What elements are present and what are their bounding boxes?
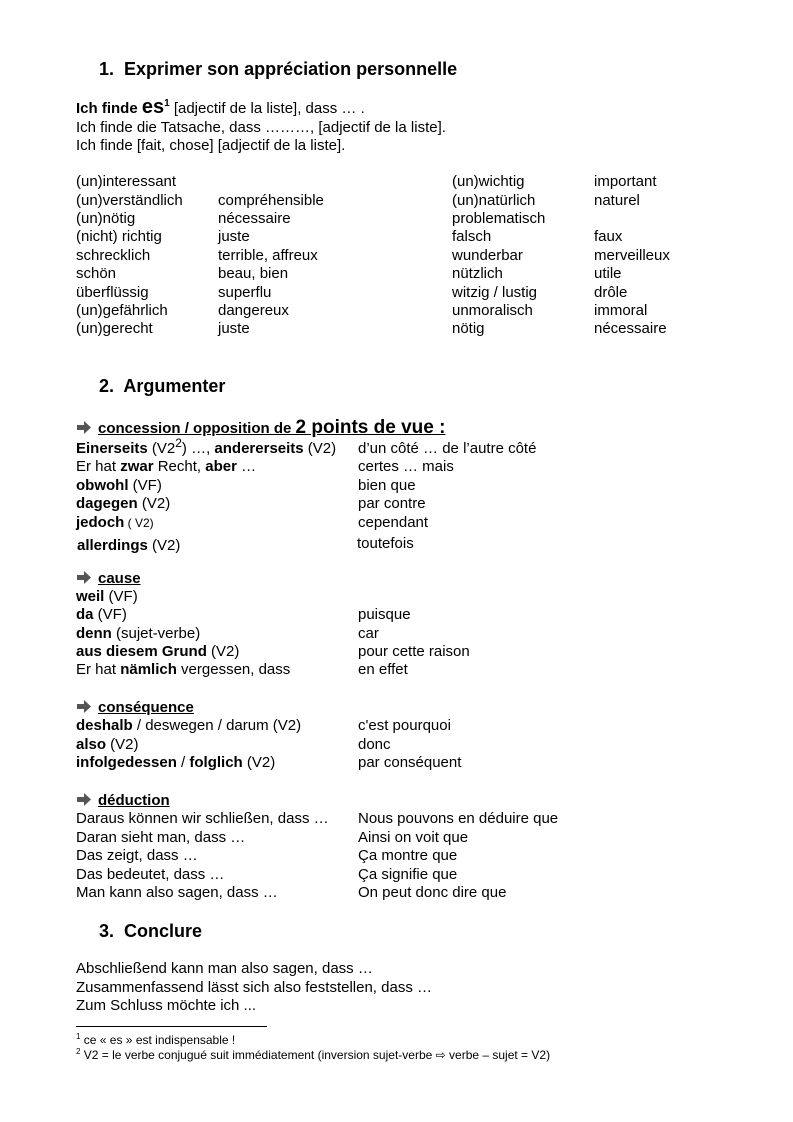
vocab-right-de-4: wunderbar bbox=[452, 247, 523, 264]
consequence-row-3: infolgedessen / folglich (V2) bbox=[76, 754, 276, 771]
concession-row-6: allerdings (V2) bbox=[77, 537, 181, 554]
deduction-de-2: Daran sieht man, dass … bbox=[76, 829, 246, 846]
cause-heading: cause bbox=[76, 570, 141, 588]
vocab-right-fr-0: important bbox=[594, 173, 657, 190]
vocab-right-de-6: witzig / lustig bbox=[452, 284, 538, 301]
vocab-right-de-7: unmoralisch bbox=[452, 302, 533, 319]
cause-fr-4: pour cette raison bbox=[358, 643, 470, 660]
vocab-left-fr-4: terrible, affreux bbox=[218, 247, 318, 264]
footnote-divider bbox=[76, 1026, 267, 1027]
vocab-left-de-3: (nicht) richtig bbox=[76, 228, 162, 245]
deduction-heading: déduction bbox=[76, 792, 170, 810]
concession-row-2: Er hat zwar Recht, aber … bbox=[76, 458, 257, 475]
vocab-right-fr-7: immoral bbox=[594, 302, 648, 319]
concession-fr-2: certes … mais bbox=[358, 458, 454, 475]
vocab-left-fr-1: compréhensible bbox=[218, 192, 324, 209]
cause-row-1: weil (VF) bbox=[76, 588, 138, 605]
cause-row-5: Er hat nämlich vergessen, dass bbox=[76, 661, 291, 678]
deduction-de-4: Das bedeutet, dass … bbox=[76, 866, 225, 883]
vocab-right-fr-5: utile bbox=[594, 265, 622, 282]
consequence-fr-3: par conséquent bbox=[358, 754, 462, 771]
deduction-fr-3: Ça montre que bbox=[358, 847, 458, 864]
section-title-2: 2. Argumenter bbox=[99, 376, 226, 396]
vocab-left-de-7: (un)gefährlich bbox=[76, 302, 168, 319]
phrase-line-3: Ich finde [fait, chose] [adjectif de la liste]. bbox=[76, 137, 346, 154]
vocab-left-de-6: überflüssig bbox=[76, 284, 149, 301]
vocab-left-de-4: schrecklich bbox=[76, 247, 151, 264]
consequence-heading: conséquence bbox=[76, 699, 194, 717]
consequence-fr-1: c'est pourquoi bbox=[358, 717, 451, 734]
consequence-fr-2: donc bbox=[358, 736, 391, 753]
vocab-right-fr-6: drôle bbox=[594, 284, 628, 301]
phrase-line-2: Ich finde die Tatsache, dass ………, [adjectif de la liste]. bbox=[76, 119, 446, 136]
cause-fr-5: en effet bbox=[358, 661, 408, 678]
arrow-bullet-icon bbox=[76, 421, 92, 434]
arrow-bullet-icon bbox=[76, 571, 92, 584]
deduction-fr-5: On peut donc dire que bbox=[358, 884, 507, 901]
deduction-fr-2: Ainsi on voit que bbox=[358, 829, 469, 846]
vocab-right-fr-3: faux bbox=[594, 228, 623, 245]
deduction-de-5: Man kann also sagen, dass … bbox=[76, 884, 278, 901]
cause-row-4: aus diesem Grund (V2) bbox=[76, 643, 240, 660]
conclusion-line-3: Zum Schluss möchte ich ... bbox=[76, 997, 257, 1014]
vocab-right-fr-1: naturel bbox=[594, 192, 640, 209]
concession-row-5: jedoch ( V2) bbox=[76, 514, 154, 531]
vocab-right-de-2: problematisch bbox=[452, 210, 546, 227]
phrase-line-1: Ich finde $es^1$ [adjectif de la liste], dass … . bbox=[76, 96, 365, 118]
vocab-left-fr-7: dangereux bbox=[218, 302, 289, 319]
cause-row-2: da (VF) bbox=[76, 606, 127, 623]
vocab-right-fr-4: merveilleux bbox=[594, 247, 670, 264]
footnote-2: $^2$ V2 = le verbe conjugué suit immédiatement (inversion sujet-verbe ⇨ verbe – sujet = V2) bbox=[76, 1047, 551, 1062]
vocab-right-de-0: (un)wichtig bbox=[452, 173, 525, 190]
deduction-de-3: Das zeigt, dass … bbox=[76, 847, 198, 864]
vocab-left-fr-6: superflu bbox=[218, 284, 272, 301]
deduction-de-1: Daraus können wir schließen, dass … bbox=[76, 810, 329, 827]
arrow-bullet-icon bbox=[76, 700, 92, 713]
consequence-row-1: deshalb / deswegen / darum (V2) bbox=[76, 717, 302, 734]
vocab-left-fr-2: nécessaire bbox=[218, 210, 291, 227]
vocab-left-de-2: (un)nötig bbox=[76, 210, 136, 227]
footnote-ref-1: 1 bbox=[164, 98, 170, 109]
vocab-left-fr-3: juste bbox=[218, 228, 250, 245]
cause-fr-2: puisque bbox=[358, 606, 411, 623]
vocab-left-de-0: (un)interessant bbox=[76, 173, 177, 190]
cause-fr-3: car bbox=[358, 625, 379, 642]
deduction-fr-4: Ça signifie que bbox=[358, 866, 458, 883]
arrow-bullet-icon bbox=[76, 793, 92, 806]
section-title-1: 1. Exprimer son appréciation personnelle bbox=[99, 59, 458, 79]
vocab-left-de-1: (un)verständlich bbox=[76, 192, 183, 209]
consequence-row-2: also (V2) bbox=[76, 736, 139, 753]
vocab-right-fr-8: nécessaire bbox=[594, 320, 667, 337]
vocab-right-de-3: falsch bbox=[452, 228, 492, 245]
vocab-right-de-5: nützlich bbox=[452, 265, 503, 282]
concession-heading: concession / opposition de 2 points de vue : bbox=[76, 419, 445, 438]
deduction-fr-1: Nous pouvons en déduire que bbox=[358, 810, 559, 827]
concession-row-1: Einerseits $(V2^2)$ …, andererseits (V2) bbox=[76, 436, 337, 457]
concession-fr-1: d’un côté … de l’autre côté bbox=[358, 440, 537, 457]
vocab-right-de-8: nötig bbox=[452, 320, 485, 337]
vocab-right-de-1: (un)natürlich bbox=[452, 192, 536, 209]
vocab-left-fr-5: beau, bien bbox=[218, 265, 289, 282]
concession-row-3: obwohl (VF) bbox=[76, 477, 162, 494]
concession-fr-3: bien que bbox=[358, 477, 416, 494]
concession-row-4: dagegen (V2) bbox=[76, 495, 171, 512]
concession-fr-6: toutefois bbox=[357, 535, 414, 552]
vocab-left-de-8: (un)gerecht bbox=[76, 320, 153, 337]
vocab-left-fr-8: juste bbox=[218, 320, 250, 337]
concession-fr-4: par contre bbox=[358, 495, 426, 512]
section-title-3: 3. Conclure bbox=[99, 921, 203, 941]
vocab-left-de-5: schön bbox=[76, 265, 117, 282]
cause-row-3: denn (sujet-verbe) bbox=[76, 625, 201, 642]
footnote-1: $^1$ ce « es » est indispensable ! bbox=[76, 1032, 236, 1047]
conclusion-line-2: Zusammenfassend lässt sich also feststellen, dass … bbox=[76, 979, 432, 996]
concession-fr-5: cependant bbox=[358, 514, 429, 531]
conclusion-line-1: Abschließend kann man also sagen, dass … bbox=[76, 960, 373, 977]
